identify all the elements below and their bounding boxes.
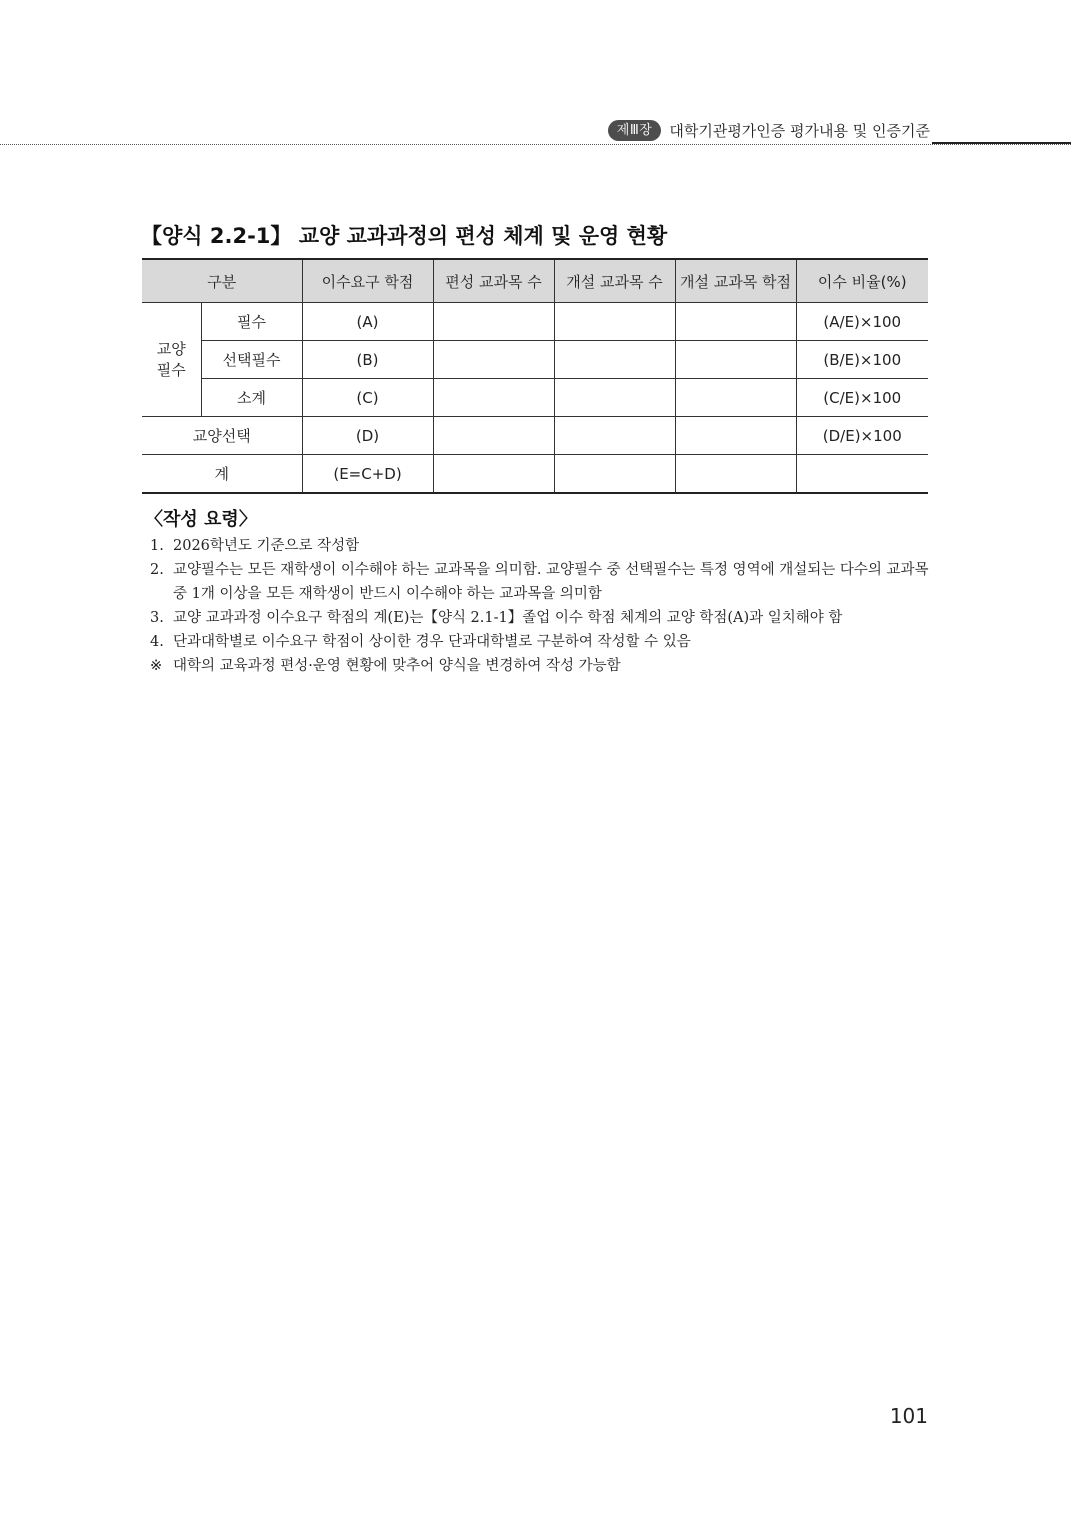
cell-ratio: (C/E)×100 [796, 379, 928, 417]
item-number: 1. [150, 538, 164, 554]
running-title: 대학기관평가인증 평가내용 및 인증기준 [669, 122, 930, 140]
list-item [150, 558, 940, 606]
cell-ratio [796, 455, 928, 494]
running-header [608, 120, 930, 141]
header-rule [0, 144, 1071, 145]
item-number: ※ [150, 658, 163, 674]
item-number: 2. [150, 562, 164, 578]
cell-empty [433, 303, 554, 341]
cell-empty [675, 341, 796, 379]
list-item [150, 534, 940, 558]
table-header-row [142, 259, 928, 303]
cell-empty [554, 303, 675, 341]
cell-empty [675, 379, 796, 417]
cell-credit: (B) [302, 341, 433, 379]
guide-title: 〈작성 요령〉 [145, 509, 257, 530]
header-planned-courses: 편성 교과목 수 [433, 259, 554, 303]
item-number: 3. [150, 610, 164, 626]
row-label: 계 [142, 455, 302, 494]
cell-ratio: (D/E)×100 [796, 417, 928, 455]
item-text: 교양필수는 모든 재학생이 이수해야 하는 교과목을 의미함. 교양필수 중 선택필수는 특정 영역에 개설되는 다수의 교과목 중 1개 이상을 모든 재학생이 반드시 이수해야 하는 교과목을 의미함 [173, 562, 929, 602]
table-row [142, 455, 928, 494]
cell-empty [433, 379, 554, 417]
header-opened-credits: 개설 교과목 학점 [675, 259, 796, 303]
cell-empty [554, 341, 675, 379]
header-category: 구분 [142, 259, 302, 303]
cell-empty [433, 341, 554, 379]
table-row [142, 341, 928, 379]
row-label: 교양선택 [142, 417, 302, 455]
list-item [150, 654, 940, 678]
header-required-credits: 이수요구 학점 [302, 259, 433, 303]
cell-empty [554, 417, 675, 455]
cell-credit: (A) [302, 303, 433, 341]
item-text: 대학의 교육과정 편성·운영 현황에 맞추어 양식을 변경하여 작성 가능함 [173, 658, 621, 674]
table-row [142, 379, 928, 417]
group-label-text: 교양 필수 [156, 339, 186, 379]
cell-empty [675, 303, 796, 341]
guide-list [150, 534, 940, 678]
form-title: 【양식 2.2-1】 교양 교과과정의 편성 체계 및 운영 현황 [141, 224, 668, 248]
cell-empty [675, 455, 796, 494]
cell-empty [433, 417, 554, 455]
cell-credit: (C) [302, 379, 433, 417]
cell-empty [675, 417, 796, 455]
item-text: 2026학년도 기준으로 작성함 [173, 538, 360, 554]
cell-ratio: (A/E)×100 [796, 303, 928, 341]
cell-credit: (E=C+D) [302, 455, 433, 494]
table-row [142, 417, 928, 455]
group-label-required-liberal-arts [142, 303, 201, 417]
item-number: 4. [150, 634, 164, 650]
list-item [150, 606, 940, 630]
item-text: 교양 교과과정 이수요구 학점의 계(E)는【양식 2.1-1】졸업 이수 학점 체계의 교양 학점(A)과 일치해야 함 [173, 610, 843, 626]
cell-empty [554, 455, 675, 494]
chapter-badge: 제Ⅲ장 [608, 120, 662, 141]
cell-empty [554, 379, 675, 417]
row-label: 선택필수 [201, 341, 302, 379]
cell-ratio: (B/E)×100 [796, 341, 928, 379]
page-number: 101 [889, 1404, 928, 1428]
curriculum-table [142, 258, 928, 494]
list-item [150, 630, 940, 654]
header-opened-courses: 개설 교과목 수 [554, 259, 675, 303]
cell-credit: (D) [302, 417, 433, 455]
row-label: 소계 [201, 379, 302, 417]
table-row [142, 303, 928, 341]
row-label: 필수 [201, 303, 302, 341]
header-completion-ratio: 이수 비율(%) [796, 259, 928, 303]
cell-empty [433, 455, 554, 494]
item-text: 단과대학별로 이수요구 학점이 상이한 경우 단과대학별로 구분하여 작성할 수 있음 [173, 634, 691, 650]
header-rule-accent [932, 142, 1071, 144]
